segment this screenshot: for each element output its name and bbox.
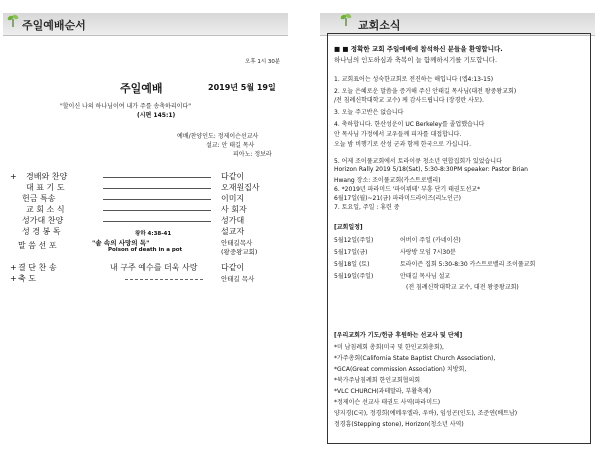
- news-7: 7. 토요일, 주일 : 휴련 중: [334, 204, 400, 211]
- theme-verse: "할이신 나의 하나님이여 내가 주를 송축하리이다": [60, 103, 191, 110]
- mission-item: *미 남침례회 총회(미국 및 한인교회총회),: [334, 344, 444, 351]
- news-1: 1. 교회표어는 성숙한교회로 전진하는 해입니다 (엡4:13-15): [334, 76, 494, 83]
- sprout-icon: [7, 13, 19, 27]
- row-item: 대 표 기 도: [26, 183, 65, 192]
- schedule-text: 어버이 주일 (카네이션): [400, 237, 461, 244]
- row-line: [103, 199, 211, 200]
- schedule-text: 토라이즌 집회 5:30-8:30 카스트로밸리 조이풀교회: [400, 261, 536, 268]
- schedule-date: 5월19일(주일): [334, 273, 374, 280]
- row-item: 헌금 특송: [22, 194, 56, 203]
- left-header-title: 주일예배순서: [22, 19, 86, 32]
- row-item: 결 단 찬 송: [18, 263, 57, 272]
- sermon-church: (왕중왕교회): [221, 248, 258, 256]
- welcome-line-1: ■ ■ 정확한 교회 주일예배에 참석하신 분들을 환영합니다.: [334, 45, 503, 53]
- closing-hymn: 내 구주 예수를 더욱 사랑: [110, 263, 198, 272]
- row-item: 교 회 소 식: [26, 205, 65, 214]
- mission-item: *정제이슨 선교사 태권도 사역(파라미드): [334, 399, 441, 406]
- news-4a: 4. 축하합니다. 한산성운이 UC Berkeley를 졸업했습니다: [334, 121, 485, 128]
- row-bullet: +: [10, 274, 17, 283]
- scripture-ref: 왕하 4:38-41: [135, 231, 172, 237]
- news-5b: Horizon Rally 2019 5/18(Sat), 5:30-8:30PM speaker: Pastor Brian: [334, 166, 528, 173]
- row-item: 경배와 찬양: [26, 172, 68, 181]
- news-4c: 오늘 밤 비행기로 산성 군과 함께 한국으로 가십니다.: [334, 141, 471, 148]
- sprout-icon: [340, 12, 352, 26]
- welcome-line-2: 하나님의 인도하심과 축복이 늘 함께하시기를 기도합니다.: [334, 56, 498, 64]
- row-leader: 성가대: [221, 216, 245, 225]
- mission-item: 양지경(C국), 정경희(예메우엘라, 우바), 임성곤(인도), 조준연(베트남): [334, 410, 518, 417]
- theme-verse-ref: (시편 145:1): [137, 112, 176, 119]
- news-3: 3. 오늘 주고반은 없습니다: [334, 109, 404, 116]
- row-item: 축 도: [18, 274, 36, 283]
- news-5a: 5. 어제 조이풀교회에서 토라이큐 청소년 연합집회가 있었습니다: [334, 158, 502, 165]
- sermon-title: "솥 속의 사망의 독": [92, 239, 150, 247]
- news-2a: 2. 오늘 은혜로운 말씀을 증거해 주신 안태길 목사님(대전 왕중왕교회): [334, 88, 517, 95]
- sermon-subtitle: Poison of death in a pot: [108, 247, 183, 253]
- schedule-date: 5월18일 (토): [334, 261, 370, 268]
- row-leader: 사 회자: [221, 205, 247, 214]
- schedule-text: (전 침례신학대학교 교수, 대전 왕중왕교회): [406, 284, 519, 291]
- row-line: [103, 188, 211, 189]
- staff-preacher: 설교: 안 태길 목사: [206, 142, 255, 149]
- row-leader: 오재원집사: [221, 183, 260, 192]
- row-item: 말 씀 선 포: [18, 241, 57, 250]
- schedule-date: 5월12일(주일): [334, 237, 374, 244]
- news-4b: 안 목사님 가정에서 교우들께 피자를 대접합니다.: [334, 131, 462, 138]
- schedule-title: [교회일정]: [334, 224, 363, 231]
- row-line: [125, 279, 203, 280]
- staff-pianist: 피아노: 정보라: [233, 151, 272, 158]
- news-6b: 6월17일(월)~21(금) 파라미드라이즈(리노인근): [334, 195, 462, 202]
- schedule-date: 5월17일(금): [334, 249, 368, 256]
- schedule-text: 사랑방 모임 7시30분: [400, 249, 456, 256]
- mission-item: *북가주남침례회 한인교회협의회: [334, 377, 421, 384]
- row-leader: 이미지: [221, 194, 245, 203]
- row-leader: 안태길 목사: [221, 275, 255, 283]
- right-header-title: 교회소식: [358, 19, 401, 32]
- service-title: 주일예배: [120, 82, 163, 95]
- row-line: [103, 210, 211, 211]
- service-time: 오후 1시 30분: [245, 59, 281, 65]
- row-leader: 설교자: [221, 227, 245, 236]
- missions-title: [우리교회가 기도/헌금 후원하는 선교사 및 단체]: [334, 332, 463, 339]
- row-leader: 다같이: [221, 172, 245, 181]
- row-line: [103, 221, 211, 222]
- schedule-text: 안태길 목사님 설교: [400, 273, 451, 280]
- row-leader: 다같이: [221, 263, 245, 272]
- service-date: 2019년 5월 19일: [208, 83, 276, 92]
- mission-item: *GCA(Great commission Association) 치방회,: [334, 366, 467, 373]
- row-item: 성가대 찬양: [22, 216, 64, 225]
- row-line: [103, 177, 211, 178]
- row-leader: 안태길목사: [221, 239, 253, 247]
- mission-item: 정경흠(Stepping stone), Horizon(청소년 사역): [334, 421, 464, 428]
- row-item: 성 경 봉 독: [22, 227, 61, 236]
- news-5c: Hwang 장소: 조이풀교회(카스트로밸리): [334, 177, 441, 184]
- row-bullet: +: [10, 172, 17, 181]
- staff-worship-leader: 예배/찬양인도: 정제이슨선교사: [177, 133, 259, 140]
- mission-item: *VLC CHURCH(과테말라, 부활축제): [334, 388, 432, 395]
- row-bullet: +: [10, 263, 17, 272]
- news-2b: /전 침례신학대학교 교수) 께 감사드립니다 (장경란 사모).: [334, 97, 484, 104]
- mission-item: *가주총회(California State Baptist Church Association),: [334, 355, 496, 362]
- news-6a: 6. *2019년 파라미드 '파이뷔테' 부흥 단기 태권도선교*: [334, 186, 481, 193]
